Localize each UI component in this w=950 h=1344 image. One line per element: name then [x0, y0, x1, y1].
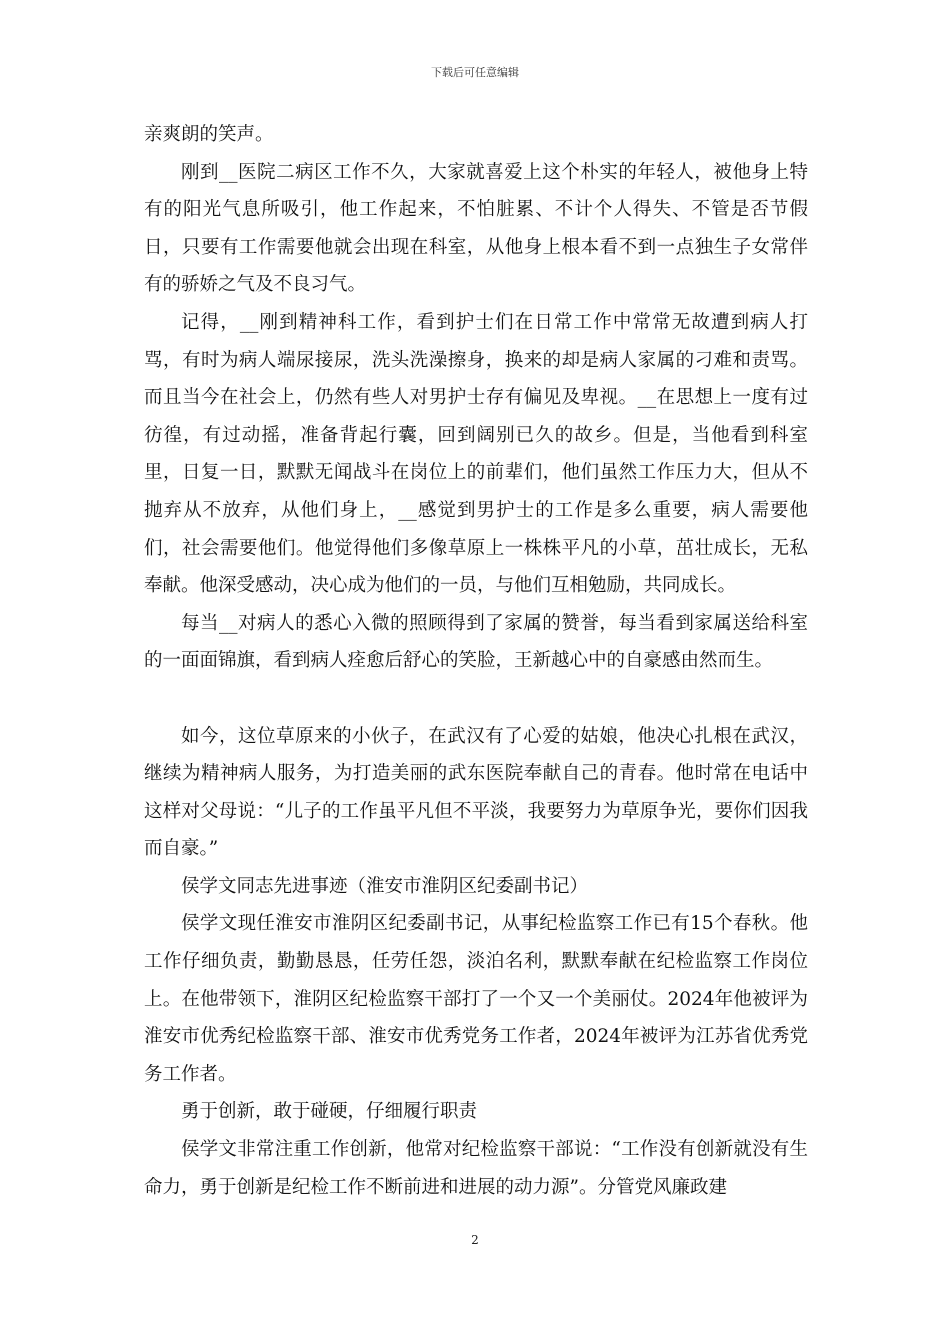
document-body: [144, 116, 808, 1206]
page-number: 2: [471, 1233, 479, 1247]
section-heading-hou-xuewen: 侯学文同志先进事迹（淮安市淮阴区纪委副书记）: [181, 875, 589, 897]
paragraph-wuhan-future: 如今，这位草原来的小伙子，在武汉有了心爱的姑娘，他决心扎根在武汉，继续为精神病人服务，为打造美丽的武东医院奉献自己的青春。他时常在电话中这样对父母说：“儿子的工作虽平凡但不平淡，我要努力为草原争光，要你们因我而自豪。”: [144, 725, 808, 860]
paragraph-hou-xuewen-intro: 侯学文现任淮安市淮阴区纪委副书记，从事纪检监察工作已有15个春秋。他工作仔细负责，勤勤恳恳，任劳任怨，淡泊名利，默默奉献在纪检监察工作岗位上。在他带领下，淮阴区纪检监察干部打了一个又一个美丽仗。2024年他被评为淮安市优秀纪检监察干部、淮安市优秀党务工作者，2024年被评为江苏省优秀党务工作者。: [144, 913, 808, 1085]
paragraph-closing-laughter: 亲爽朗的笑声。: [144, 124, 274, 145]
paragraph-pride: 每当__对病人的悉心入微的照顾得到了家属的赞誉，每当看到家属送给科室的一面面锦旗，看到病人痊愈后舒心的笑脸，王新越心中的自豪感由然而生。: [144, 612, 808, 672]
paragraph-psychiatry-memory: 记得，__刚到精神科工作，看到护士们在日常工作中常常无故遭到病人打骂，有时为病人端尿接尿，洗头洗澡擦身，换来的却是病人家属的刁难和责骂。而且当今在社会上，仍然有些人对男护士存有偏见及卑视。__在思想上一度有过彷徨，有过动摇，准备背起行囊，回到阔别已久的故乡。但是，当他看到科室里，日复一日，默默无闻战斗在岗位上的前辈们，他们虽然工作压力大，但从不抛弃从不放弃，从他们身上，__感觉到男护士的工作是多么重要，病人需要他们，社会需要他们。他觉得他们多像草原上一株株平凡的小草，茁壮成长，无私奉献。他深受感动，决心成为他们的一员，与他们互相勉励，共同成长。: [144, 311, 808, 597]
page-header: 下载后可任意编辑: [431, 66, 519, 79]
paragraph-hospital-arrival: 刚到__医院二病区工作不久，大家就喜爱上这个朴实的年轻人，被他身上特有的阳光气息所吸引，他工作起来，不怕脏累、不计个人得失、不管是否节假日，只要有工作需要他就会出现在科室，从他身上根本看不到一点独生子女常伴有的骄娇之气及不良习气。: [144, 161, 808, 296]
subheading-innovation: 勇于创新，敢于碰硬，仔细履行职责: [181, 1101, 478, 1123]
paragraph-innovation: 侯学文非常注重工作创新，他常对纪检监察干部说：“工作没有创新就没有生命力，勇于创新是纪检工作不断前进和进展的动力源”。分管党风廉政建: [144, 1139, 808, 1198]
